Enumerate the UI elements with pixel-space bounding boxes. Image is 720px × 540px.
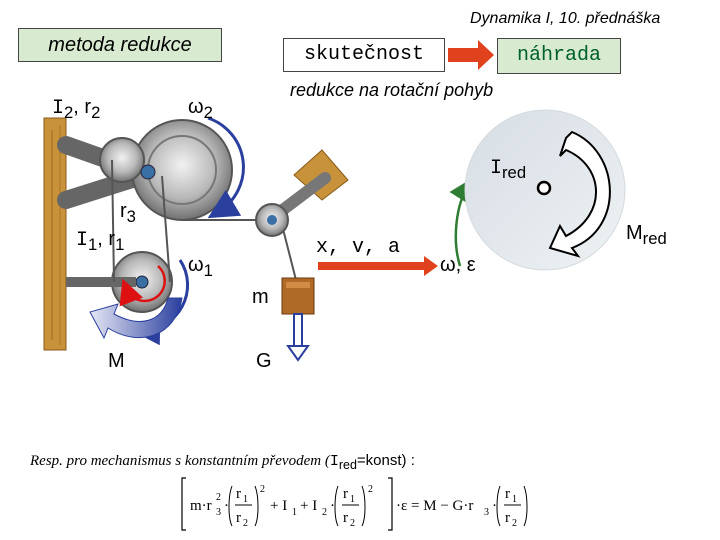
lecture-title: Dynamika I, 10. přednáška (470, 10, 661, 27)
svg-text:2: 2 (322, 507, 327, 518)
label-r3: $r_3$ (120, 200, 136, 226)
svg-text:r: r (343, 510, 348, 526)
svg-text:r: r (505, 510, 510, 526)
label-m: m (252, 286, 269, 308)
svg-text:r: r (505, 486, 510, 502)
svg-text:3: 3 (216, 507, 221, 518)
svg-text:1: 1 (292, 507, 297, 518)
label-Mred: $M_{red}$ (626, 222, 667, 248)
svg-text:2: 2 (243, 518, 248, 529)
replacement-box: náhrada (497, 38, 621, 74)
svg-text:2: 2 (216, 492, 221, 503)
svg-text:1: 1 (350, 494, 355, 505)
svg-text:+ I: + I (300, 498, 318, 514)
svg-text:·: · (492, 498, 497, 514)
svg-text:r: r (236, 510, 241, 526)
method-title-box: metoda redukce (18, 28, 222, 62)
svg-text:·ε = M − G·r: ·ε = M − G·r (396, 498, 474, 514)
svg-text:·: · (224, 498, 229, 514)
label-G: G (256, 350, 272, 372)
svg-text:2: 2 (350, 518, 355, 529)
replacement-arrow (448, 40, 494, 70)
reality-box: skutečnost (283, 38, 445, 72)
svg-text:3: 3 (484, 507, 489, 518)
svg-text:1: 1 (512, 494, 517, 505)
formula (180, 474, 540, 534)
svg-text:m·r: m·r (190, 498, 212, 514)
svg-text:r: r (343, 486, 348, 502)
velocity-arrow (318, 256, 438, 276)
svg-text:1: 1 (243, 494, 248, 505)
gravity-arrow (288, 314, 308, 360)
svg-text:2: 2 (260, 484, 265, 495)
subtitle: redukce na rotační pohyb (290, 80, 494, 100)
note-line: Resp. pro mechanismus s konstantním převodem $(I_{red}=konst)$ : (30, 452, 415, 472)
svg-text:2: 2 (512, 518, 517, 529)
label-I2-r2: $I_2$, $r_2$ (52, 96, 101, 122)
pulley-1 (66, 252, 172, 312)
label-omega2: $\omega_2$ (188, 96, 213, 122)
label-M: M (108, 350, 125, 372)
label-I1-r1: $I_1$, $r_1$ (76, 228, 125, 254)
label-xva: x, v, a (316, 236, 401, 259)
pulley-2 (66, 120, 232, 220)
svg-text:r: r (236, 486, 241, 502)
svg-text:+ I: + I (270, 498, 288, 514)
svg-text:2: 2 (368, 484, 373, 495)
mass-block (282, 278, 314, 314)
label-omega-eps: ω, ε (440, 254, 476, 276)
label-Ired: $I_{red}$ (490, 157, 527, 182)
svg-text:·: · (330, 498, 335, 514)
small-pulley-bracket (256, 150, 348, 236)
label-omega1: $\omega_1$ (188, 254, 213, 280)
